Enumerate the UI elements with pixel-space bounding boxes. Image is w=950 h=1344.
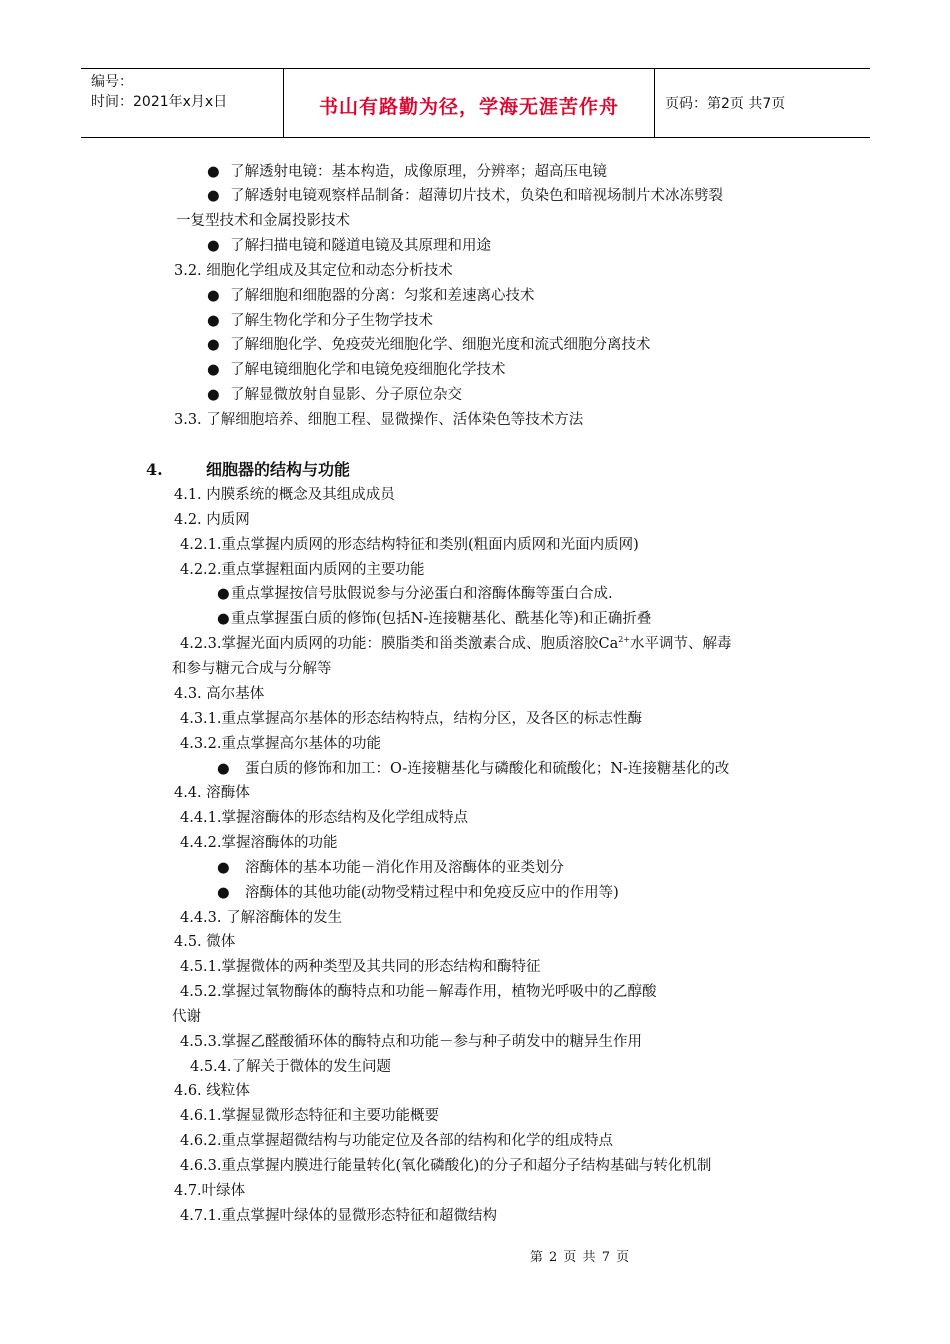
bullet-icon: ● — [207, 188, 220, 204]
bullet-icon: ● — [207, 362, 220, 378]
superscript-charge: 2+ — [618, 635, 631, 645]
section-4-4-2: 4.4.2.掌握溶酶体的功能 — [180, 835, 338, 851]
header-page-info: 页码：第2页 共7页 — [665, 96, 786, 112]
bullet-icon: ● — [207, 337, 220, 353]
section-4-6-2: 4.6.2.重点掌握超微结构与功能定位及各部的结构和化学的组成特点 — [180, 1133, 614, 1149]
section-4-3: 4.3. 高尔基体 — [174, 686, 265, 702]
section-4-2-2: 4.2.2.重点掌握粗面内质网的主要功能 — [180, 562, 425, 578]
header-motto: 书山有路勤为径，学海无涯苦作舟 — [318, 95, 619, 118]
section-4-2-3-text-end: 水平调节、解毒 — [630, 636, 732, 652]
list-item: 了解扫描电镜和隧道电镜及其原理和用途 — [230, 238, 491, 254]
section-3-3: 3.3. 了解细胞培养、细胞工程、显微操作、活体染色等技术方法 — [174, 412, 584, 428]
section-4-6-3: 4.6.3.重点掌握内膜进行能量转化(氧化磷酸化)的分子和超分子结构基础与转化机制 — [180, 1158, 712, 1174]
header-meta — [81, 69, 283, 137]
list-item: 溶酶体的其他功能(动物受精过程中和免疫反应中的作用等) — [245, 885, 619, 901]
section-4-7: 4.7.叶绿体 — [174, 1183, 246, 1199]
section-4-4-3: 4.4.3. 了解溶酶体的发生 — [180, 910, 343, 926]
list-item: 溶酶体的基本功能－消化作用及溶酶体的亚类划分 — [245, 860, 564, 876]
section-4-5-3: 4.5.3.掌握乙醛酸循环体的酶特点和功能－参与种子萌发中的糖异生作用 — [180, 1034, 643, 1050]
document-number: 编号： — [91, 74, 133, 90]
bullet-icon: ● — [217, 761, 230, 777]
list-item: 了解生物化学和分子生物学技术 — [230, 313, 433, 329]
list-item: 了解电镜细胞化学和电镜免疫细胞化学技术 — [230, 362, 506, 378]
bullet-icon: ● — [207, 313, 220, 329]
bullet-icon: ● — [217, 860, 230, 876]
section-4-4-1: 4.4.1.掌握溶酶体的形态结构及化学组成特点 — [180, 810, 469, 826]
section-4-5-4: 4.5.4.了解关于微体的发生问题 — [190, 1059, 392, 1075]
section-4-5: 4.5. 微体 — [174, 934, 236, 950]
section-4-7-1: 4.7.1.重点掌握叶绿体的显微形态特征和超微结构 — [180, 1208, 498, 1224]
section-4-5-2: 4.5.2.掌握过氧物酶体的酶特点和功能－解毒作用，植物光呼吸中的乙醇酸 — [180, 984, 657, 1000]
section-4-5-1: 4.5.1.掌握微体的两种类型及其共同的形态结构和酶特征 — [180, 959, 541, 975]
page-header — [81, 68, 870, 138]
section-4-2-3-continuation: 和参与糖元合成与分解等 — [172, 661, 332, 677]
bullet-icon: ● — [207, 238, 220, 254]
section-4-3-2: 4.3.2.重点掌握高尔基体的功能 — [180, 736, 382, 752]
bullet-icon: ● — [207, 164, 220, 180]
bullet-icon: ● — [207, 288, 220, 304]
bullet-icon: ● — [217, 885, 230, 901]
section-3-2: 3.2. 细胞化学组成及其定位和动态分析技术 — [174, 263, 453, 279]
section-4-6: 4.6. 线粒体 — [174, 1083, 250, 1099]
list-item: 了解细胞化学、免疫荧光细胞化学、细胞光度和流式细胞分离技术 — [230, 337, 651, 353]
list-item-continuation: 一复型技术和金属投影技术 — [176, 213, 350, 229]
bullet-icon: ● — [207, 387, 220, 403]
header-motto-cell — [283, 69, 655, 137]
list-item: 了解显微放射自显影、分子原位杂交 — [230, 387, 462, 403]
section-4-3-1: 4.3.1.重点掌握高尔基体的形态结构特点，结构分区，及各区的标志性酶 — [180, 711, 643, 727]
list-item: 了解透射电镜观察样品制备：超薄切片技术，负染色和暗视场制片术冰冻劈裂 — [230, 188, 723, 204]
section-4-4: 4.4. 溶酶体 — [174, 785, 250, 801]
bullet-icon: ● — [217, 611, 230, 627]
page-footer: 第 2 页 共 7 页 — [529, 1250, 631, 1265]
section-4-title: 细胞器的结构与功能 — [206, 460, 351, 479]
section-4-6-1: 4.6.1.掌握显微形态特征和主要功能概要 — [180, 1108, 440, 1124]
section-4-2-1: 4.2.1.重点掌握内质网的形态结构特征和类别(粗面内质网和光面内质网) — [180, 537, 639, 553]
document-time: 时间：2021年x月x日 — [91, 94, 228, 110]
section-4-2-3-text: 4.2.3.掌握光面内质网的功能：膜脂类和甾类激素合成、胞质溶胶Ca — [180, 636, 619, 652]
section-4-2-3 — [180, 634, 732, 654]
section-4-2: 4.2. 内质网 — [174, 512, 250, 528]
section-4-1: 4.1. 内膜系统的概念及其组成成员 — [174, 487, 395, 503]
bullet-icon: ● — [217, 586, 230, 602]
list-item: 了解细胞和细胞器的分离：匀浆和差速离心技术 — [230, 288, 535, 304]
list-item: 重点掌握按信号肽假说参与分泌蛋白和溶酶体酶等蛋白合成. — [231, 586, 613, 602]
list-item: 了解透射电镜：基本构造，成像原理，分辨率；超高压电镜 — [230, 164, 607, 180]
list-item: 蛋白质的修饰和加工：O-连接糖基化与磷酸化和硫酸化；N-连接糖基化的改 — [245, 761, 730, 777]
section-4-number: 4. — [146, 460, 163, 479]
section-4-5-2-continuation: 代谢 — [172, 1009, 201, 1025]
list-item: 重点掌握蛋白质的修饰(包括N-连接糖基化、酰基化等)和正确折叠 — [231, 611, 652, 627]
